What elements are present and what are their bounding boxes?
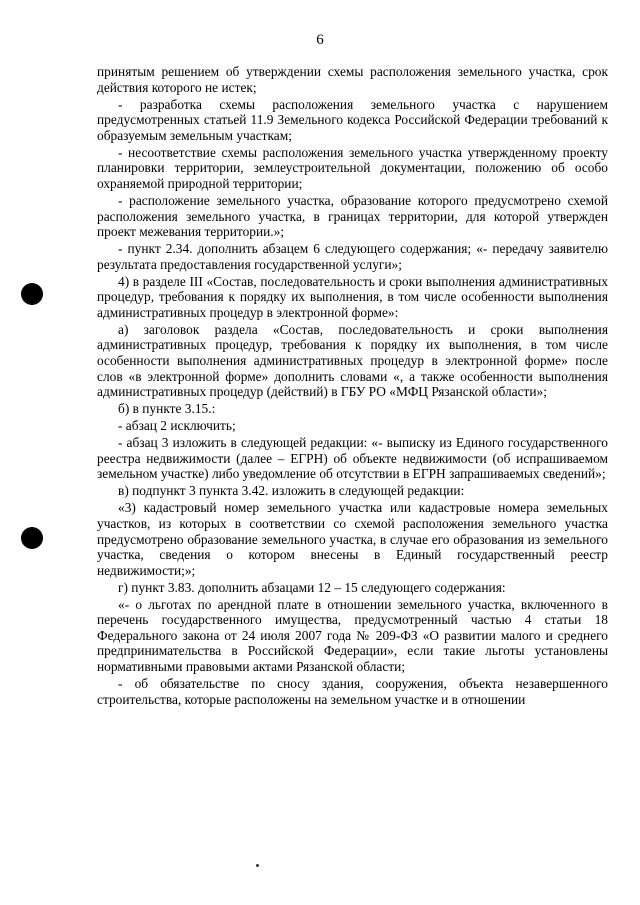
- paragraph: 4) в разделе III «Состав, последовательность и сроки выполнения административных процедур, требования к порядку их выполнения, в том числе особенности выполнения административных процедур в электронной форме»:: [97, 273, 608, 320]
- paragraph: - пункт 2.34. дополнить абзацем 6 следующего содержания; «- передачу заявителю результата предоставления государственной услуги»;: [97, 241, 608, 272]
- paragraph: «3) кадастровый номер земельного участка или кадастровые номера земельных участков, из которых в соответствии со схемой расположения земельного участка предусмотрено образование земельного участка, в случае его образования из земельного участка, сведения о котором внесены в Единый государственный реестр недвижимости;»;: [97, 500, 608, 578]
- punch-hole: [21, 527, 43, 549]
- paragraph: - абзац 2 исключить;: [118, 418, 236, 434]
- punch-hole: [21, 283, 43, 305]
- paragraph: - расположение земельного участка, образование которого предусмотрено схемой расположения земельного участка, в границах территории, для которой утвержден проект межевания территории.»;: [97, 192, 608, 240]
- paragraph: - разработка схемы расположения земельного участка с нарушением предусмотренных статьей 11.9 Земельного кодекса Российской Федерации требований к образуемым земельным участкам;: [97, 96, 608, 143]
- paragraph: в) подпункт 3 пункта 3.42. изложить в следующей редакции:: [118, 483, 465, 499]
- paragraph: - об обязательстве по сносу здания, сооружения, объекта незавершенного строительства, которые расположены на земельном участке и в отношении: [97, 676, 608, 707]
- paragraph: б) в пункте 3.15.:: [118, 401, 216, 417]
- page-number: 6: [316, 32, 324, 48]
- body-text: [97, 64, 608, 709]
- paragraph: принятым решением об утверждении схемы расположения земельного участка, срок действия которого не истек;: [97, 64, 608, 95]
- paragraph: - несоответствие схемы расположения земельного участка утвержденному проекту планировки территории, землеустроительной документации, положению об особо охраняемой природной территории;: [97, 144, 608, 191]
- paragraph: - абзац 3 изложить в следующей редакции: «- выписку из Единого государственного реестра недвижимости (далее – ЕГРН) об объекте недвижимости (об испрашиваемом земельном участке) либо уведомление об отсутствии в ЕГРН запрашиваемых сведений»;: [97, 435, 608, 482]
- scan-speck: [256, 864, 259, 867]
- paragraph: г) пункт 3.83. дополнить абзацами 12 – 15 следующего содержания:: [118, 579, 506, 595]
- paragraph: «- о льготах по арендной плате в отношении земельного участка, включенного в перечень государственного имущества, предусмотренный частью 4 статьи 18 Федерального закона от 24 июля 2007 года № 209-ФЗ «О развитии малого и среднего предпринимательства в Российской Федерации», если такие льготы установлены нормативными правовыми актами Рязанской области;: [97, 596, 608, 675]
- paragraph: а) заголовок раздела «Состав, последовательность и сроки выполнения административных процедур, требования к порядку их выполнения, в том числе особенности выполнения административных процедур в электронной форме» после слов «в электронной форме» дополнить словами «, а также особенности выполнения административных процедур (действий) в ГБУ РО «МФЦ Рязанской области»;: [97, 321, 608, 400]
